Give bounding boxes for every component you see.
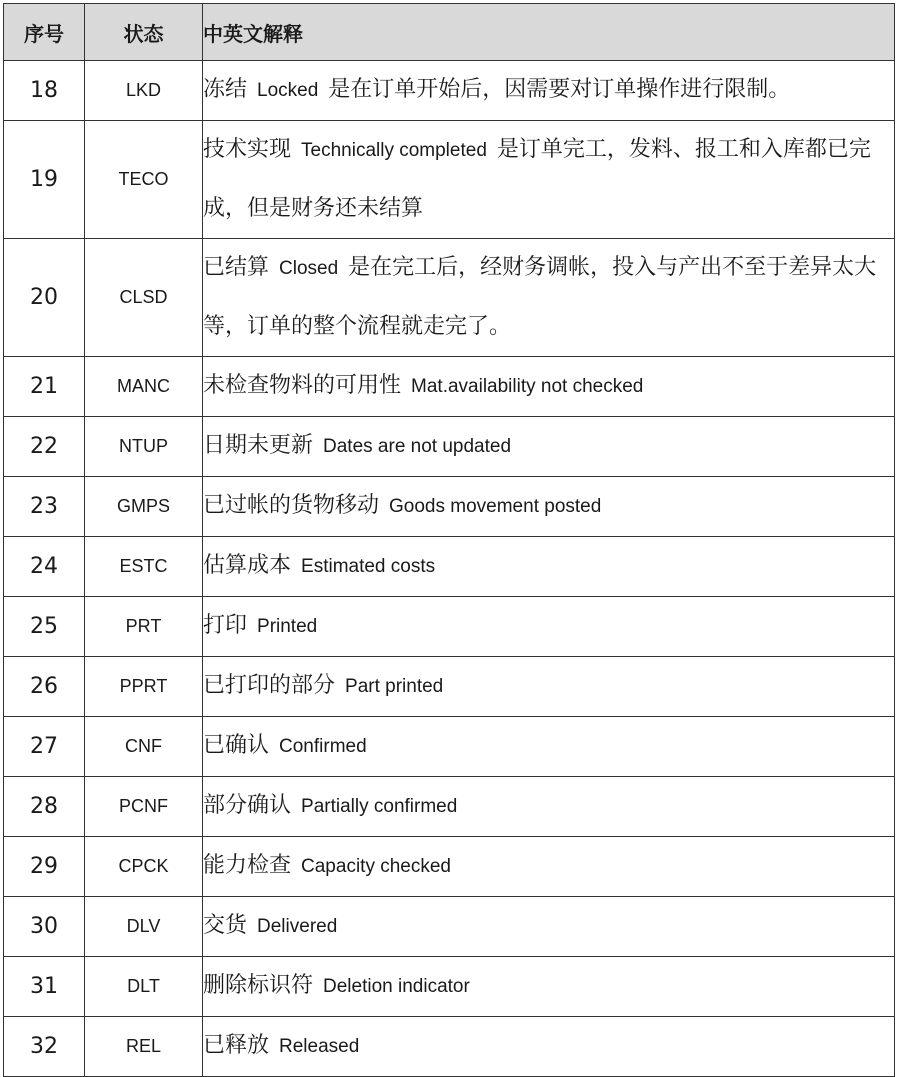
description-cell — [203, 777, 895, 837]
description-cell — [203, 837, 895, 897]
description-detail: 是在完工后，经财务调帐，投入与产出不至于差异太大等，订单的整个流程就走完了。 — [203, 255, 877, 339]
status-code: ESTC — [85, 537, 203, 597]
header-status: 状态 — [85, 4, 203, 61]
description-zh: 部分确认 — [203, 793, 292, 818]
description-zh: 打印 — [203, 613, 248, 638]
description-en: Mat.availability not checked — [411, 376, 644, 397]
table-row — [4, 777, 895, 837]
row-number: 31 — [4, 957, 85, 1017]
description-cell — [203, 1017, 895, 1077]
description-en: Locked — [257, 80, 319, 101]
row-number: 21 — [4, 357, 85, 417]
row-number: 19 — [4, 121, 85, 239]
table-row — [4, 121, 895, 239]
description-en: Part printed — [345, 676, 444, 697]
table-row — [4, 657, 895, 717]
description-zh: 能力检查 — [203, 853, 292, 878]
description-cell — [203, 357, 895, 417]
description-en: Closed — [279, 258, 339, 279]
description-zh: 已打印的部分 — [203, 673, 336, 698]
table-body — [4, 61, 895, 1077]
description-en: Printed — [257, 616, 318, 637]
description-en: Capacity checked — [301, 856, 451, 877]
description-zh: 删除标识符 — [203, 973, 314, 998]
description-zh: 技术实现 — [203, 137, 292, 162]
row-number: 27 — [4, 717, 85, 777]
description-en: Goods movement posted — [389, 496, 602, 517]
status-code: PPRT — [85, 657, 203, 717]
status-code: TECO — [85, 121, 203, 239]
description-detail: 是订单完工，发料、报工和入库都已完成，但是财务还未结算 — [203, 137, 871, 221]
description-zh: 交货 — [203, 913, 248, 938]
description-cell — [203, 657, 895, 717]
description-cell — [203, 121, 895, 239]
table-row — [4, 61, 895, 121]
description-detail: 是在订单开始后，因需要对订单操作进行限制。 — [328, 77, 791, 102]
description-en: Deletion indicator — [323, 976, 470, 997]
row-number: 18 — [4, 61, 85, 121]
description-cell — [203, 717, 895, 777]
status-code: CPCK — [85, 837, 203, 897]
row-number: 25 — [4, 597, 85, 657]
description-en: Technically completed — [301, 140, 487, 161]
status-code: NTUP — [85, 417, 203, 477]
status-code: PCNF — [85, 777, 203, 837]
description-en: Estimated costs — [301, 556, 436, 577]
row-number: 30 — [4, 897, 85, 957]
row-number: 20 — [4, 239, 85, 357]
status-code: DLV — [85, 897, 203, 957]
table-row — [4, 837, 895, 897]
description-zh: 冻结 — [203, 77, 248, 102]
status-code: REL — [85, 1017, 203, 1077]
table-row — [4, 357, 895, 417]
status-code: DLT — [85, 957, 203, 1017]
row-number: 32 — [4, 1017, 85, 1077]
row-number: 22 — [4, 417, 85, 477]
description-zh: 已确认 — [203, 733, 270, 758]
description-cell — [203, 597, 895, 657]
description-cell — [203, 897, 895, 957]
table-header — [4, 4, 895, 61]
description-en: Partially confirmed — [301, 796, 458, 817]
table-row — [4, 957, 895, 1017]
description-en: Delivered — [257, 916, 338, 937]
description-zh: 已释放 — [203, 1033, 270, 1058]
description-en: Dates are not updated — [323, 436, 512, 457]
status-code: CNF — [85, 717, 203, 777]
status-code: LKD — [85, 61, 203, 121]
table-row — [4, 1017, 895, 1077]
table-row — [4, 239, 895, 357]
description-cell — [203, 537, 895, 597]
description-cell — [203, 417, 895, 477]
row-number: 29 — [4, 837, 85, 897]
description-cell — [203, 61, 895, 121]
description-cell — [203, 477, 895, 537]
table-row — [4, 597, 895, 657]
description-zh: 未检查物料的可用性 — [203, 373, 402, 398]
status-code: CLSD — [85, 239, 203, 357]
description-zh: 已过帐的货物移动 — [203, 493, 380, 518]
description-cell — [203, 957, 895, 1017]
header-description: 中英文解释 — [203, 4, 895, 61]
row-number: 24 — [4, 537, 85, 597]
description-zh: 已结算 — [203, 255, 270, 280]
header-no: 序号 — [4, 4, 85, 61]
status-code: GMPS — [85, 477, 203, 537]
description-zh: 日期未更新 — [203, 433, 314, 458]
table-row — [4, 717, 895, 777]
status-code: PRT — [85, 597, 203, 657]
description-en: Released — [279, 1036, 360, 1057]
description-cell — [203, 239, 895, 357]
row-number: 28 — [4, 777, 85, 837]
description-en: Confirmed — [279, 736, 367, 757]
table-row — [4, 897, 895, 957]
status-table — [3, 3, 895, 1077]
table-row — [4, 537, 895, 597]
row-number: 26 — [4, 657, 85, 717]
table-row — [4, 477, 895, 537]
status-code: MANC — [85, 357, 203, 417]
row-number: 23 — [4, 477, 85, 537]
description-zh: 估算成本 — [203, 553, 292, 578]
table-row — [4, 417, 895, 477]
header-row — [4, 4, 895, 61]
